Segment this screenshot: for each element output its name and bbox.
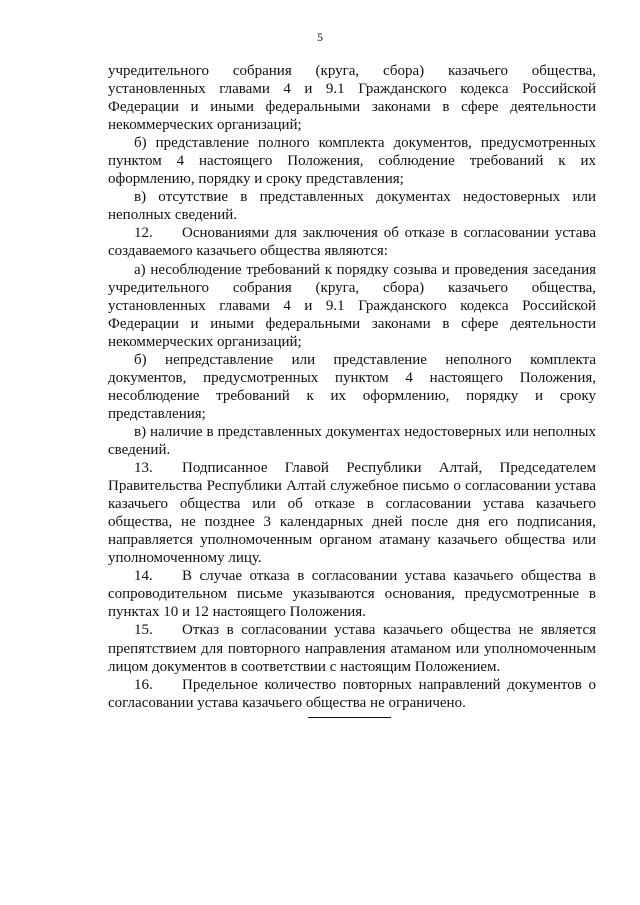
paragraph-12	[108, 224, 596, 260]
paragraph-12-number: 12.	[134, 225, 153, 242]
paragraph-15	[108, 621, 596, 675]
paragraph-14-number: 14.	[134, 568, 153, 585]
paragraph-14-text: В случае отказа в согласовании устава казачьего общества в сопроводительном письме указываются основания, предусмотренные в пунктах 10 и 12 настоящего Положения.	[108, 568, 596, 621]
paragraph-16-text: Предельное количество повторных направлений документов о согласовании устава казачьего общества не ограничено.	[108, 676, 596, 711]
paragraph-13	[108, 459, 596, 567]
paragraph-13-text: Подписанное Главой Республики Алтай, Председателем Правительства Республики Алтай служебное письмо о согласовании устава казачьего общества или об отказе в согласовании устава казачьего общества, не позднее 3 календарных дней после дня его подписания, направляется уполномоченным органом атаману казачьего общества или уполномоченному лицу.	[108, 460, 596, 567]
paragraph-16-number: 16.	[134, 676, 153, 693]
paragraph-12-item-a: а) несоблюдение требований к порядку созыва и проведения заседания учредительного собрания (круга, сбора) казачьего общества, установленных главами 4 и 9.1 Гражданского кодекса Российской Федерации и иными федеральными законами в сфере деятельности некоммерческих организаций;	[108, 261, 596, 350]
end-of-document-rule	[308, 717, 391, 718]
paragraph-11-continuation: учредительного собрания (круга, сбора) казачьего общества, установленных главами 4 и 9.1 Гражданского кодекса Российской Федерации и иными федеральными законами в сфере деятельности некоммерческих организаций;	[108, 63, 596, 134]
paragraph-13-number: 13.	[134, 460, 153, 477]
paragraph-11-item-b: б) представление полного комплекта документов, предусмотренных пунктом 4 настоящего Положения, соблюдение требований к их оформлению, порядку и сроку представления;	[108, 135, 596, 188]
paragraph-15-number: 15.	[134, 622, 153, 639]
page-number: 5	[317, 30, 323, 44]
paragraph-12-item-v: в) наличие в представленных документах недостоверных или неполных сведений.	[108, 423, 596, 458]
paragraph-15-text: Отказ в согласовании устава казачьего общества не является препятствием для повторного направления атаманом или уполномоченным лицом документов в соответствии с настоящим Положением.	[108, 622, 596, 675]
paragraph-16	[108, 676, 596, 712]
paragraph-12-text: Основаниями для заключения об отказе в согласовании устава создаваемого казачьего общества являются:	[108, 225, 596, 260]
paragraph-11-item-v: в) отсутствие в представленных документах недостоверных или неполных сведений.	[108, 189, 596, 224]
paragraph-12-item-b: б) непредставление или представление неполного комплекта документов, предусмотренных пунктом 4 настоящего Положения, несоблюдение требований к их оформлению, порядку и сроку представления;	[108, 351, 596, 422]
paragraph-14	[108, 567, 596, 621]
document-body	[108, 62, 596, 712]
